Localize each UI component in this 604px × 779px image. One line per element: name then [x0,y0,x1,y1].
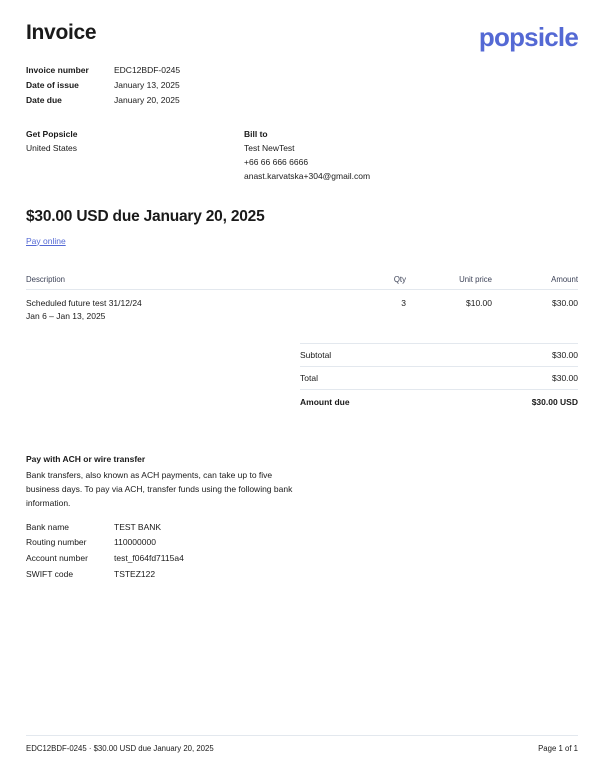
totals-amount-subtotal: $30.00 [444,343,578,366]
bank-row-swift-code [26,568,184,584]
totals-row-total [300,366,578,389]
line-items-header-row [26,275,578,290]
bank-row-bank-name [26,521,184,537]
totals-amount-due: $30.00 USD [444,389,578,413]
footer-invoice-summary: EDC12BDF-0245 · $30.00 USD due January 20, 2025 [26,744,214,753]
bank-value-account-number: test_f064fd7115a4 [114,553,184,564]
bank-transfer-section [26,453,578,584]
meta-row-date-due [26,94,180,109]
brand-logo: popsicle [478,22,578,52]
address-block [26,128,578,184]
totals-row-subtotal [300,343,578,366]
meta-label-invoice-number: Invoice number [26,65,89,75]
meta-value-invoice-number: EDC12BDF-0245 [114,65,181,75]
bill-to-phone: +66 66 666 6666 [244,157,309,168]
meta-row-date-of-issue [26,79,180,94]
bank-value-routing-number: 110000000 [114,537,156,548]
bank-row-routing-number [26,536,184,552]
line-item-unit-price: $10.00 [466,297,492,308]
invoice-header [26,0,578,50]
totals-row-amount-due [300,389,578,413]
line-item-qty: 3 [401,297,406,308]
bank-value-bank-name: TEST BANK [114,521,162,532]
totals-section [26,343,578,413]
table-row [26,289,578,321]
meta-row-invoice-number [26,64,180,79]
amount-due-headline: $30.00 USD due January 20, 2025 [26,207,265,225]
line-item-description-cell [26,289,344,321]
bank-label-account-number: Account number [26,553,88,564]
bank-details-table [26,521,184,584]
bank-transfer-description: Bank transfers, also known as ACH payments, can take up to five business days. To pay via ACH, transfer funds using the following bank information. [26,470,293,508]
pay-online-link[interactable]: Pay online [26,235,66,246]
footer-page-number: Page 1 of 1 [538,744,578,753]
totals-amount-total: $30.00 [444,366,578,389]
bank-label-bank-name: Bank name [26,521,69,532]
bank-value-swift-code: TSTEZ122 [114,568,156,579]
bill-to-address [244,128,544,184]
page-title: Invoice [26,21,97,44]
meta-value-date-of-issue: January 13, 2025 [114,80,180,91]
bank-label-swift-code: SWIFT code [26,568,74,579]
bill-to-email: anast.karvatska+304@gmail.com [244,170,371,181]
bank-label-routing-number: Routing number [26,537,87,548]
line-item-description: Scheduled future test 31/12/24 [26,297,142,308]
totals-label-subtotal: Subtotal [300,343,444,366]
line-items-head [26,275,578,290]
bank-row-account-number [26,552,184,568]
bank-transfer-title: Pay with ACH or wire transfer [26,453,146,464]
meta-label-date-of-issue: Date of issue [26,80,79,91]
column-header-qty: Qty [344,275,406,290]
line-items-body [26,289,578,321]
column-header-unit-price: Unit price [406,275,492,290]
line-item-amount: $30.00 [552,297,578,308]
line-items-table [26,275,578,321]
meta-value-date-due: January 20, 2025 [114,95,180,106]
line-item-period: Jan 6 – Jan 13, 2025 [26,310,106,321]
meta-label-date-due: Date due [26,95,62,106]
bill-to-title: Bill to [244,128,268,139]
column-header-description: Description [26,275,344,290]
column-header-amount: Amount [492,275,578,290]
seller-address [26,128,244,184]
seller-name: Get Popsicle [26,128,78,139]
totals-label-total: Total [300,366,444,389]
totals-table [300,343,578,413]
page-footer [26,735,578,753]
seller-country: United States [26,143,78,154]
bill-to-name: Test NewTest [244,143,295,154]
totals-label-amount-due: Amount due [300,389,444,413]
invoice-meta [26,64,180,110]
